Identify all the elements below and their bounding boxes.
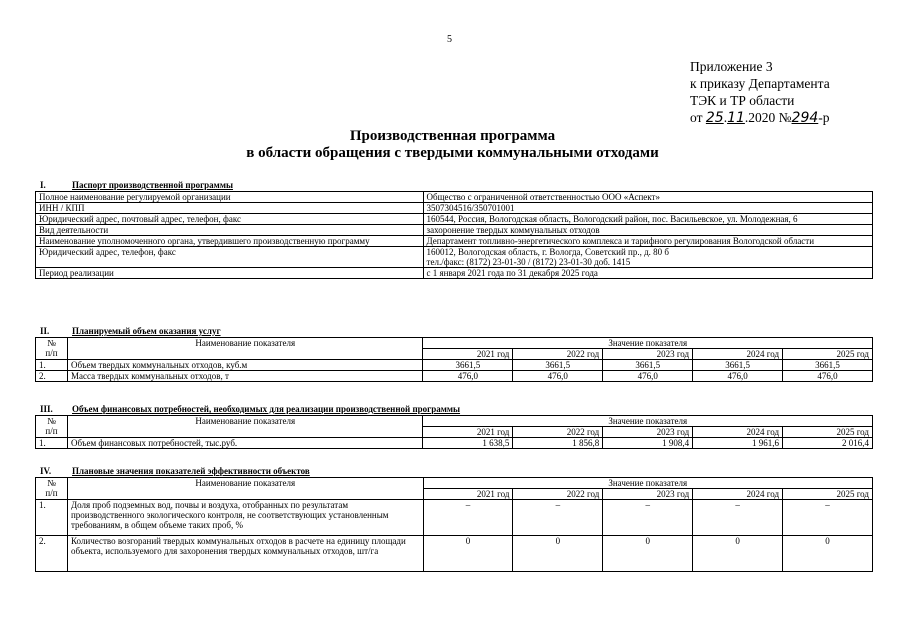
- passport-label: Юридический адрес, телефон, факс: [36, 247, 424, 268]
- passport-row: [36, 192, 873, 203]
- section-4-heading: [40, 466, 310, 476]
- row-indicator-name: Доля проб подземных вод, почвы и воздуха, отобранных по результатам производственного экологического контроля, не соответствующих установленным требованиям, в общем объеме таких проб, %: [67, 500, 423, 536]
- row-value: 0: [783, 536, 873, 572]
- annex-line-2: к приказу Департамента: [690, 76, 830, 91]
- row-value: 0: [693, 536, 783, 572]
- date-prefix: от: [690, 110, 703, 125]
- annex-date-line: [690, 109, 830, 127]
- year-header: 2022 год: [513, 349, 603, 360]
- section-4-title: Плановые значения показателей эффективности объектов: [72, 466, 310, 476]
- year-header: 2022 год: [513, 427, 603, 438]
- row-value: 3661,5: [423, 360, 513, 371]
- col-name-header: Наименование показателя: [67, 416, 423, 438]
- row-value: 0: [423, 536, 513, 572]
- section-2-number: II.: [40, 326, 50, 336]
- section-3-title: Объем финансовых потребностей, необходимых для реализации производственной программы: [72, 404, 461, 414]
- year-header: 2025 год: [783, 349, 873, 360]
- passport-row: [36, 268, 873, 279]
- passport-value: 160544, Россия, Вологодская область, Вологодский район, пос. Васильевское, ул. Молодежная, 6: [423, 214, 872, 225]
- col-value-header: Значение показателя: [423, 338, 873, 349]
- table-row: [36, 536, 873, 572]
- passport-row: [36, 214, 873, 225]
- document-title: [0, 128, 905, 162]
- row-value: 2 016,4: [783, 438, 873, 449]
- section-2-heading: [40, 326, 221, 336]
- row-value: 476,0: [513, 371, 603, 382]
- header-row: [36, 338, 873, 349]
- annex-line-1: Приложение 3: [690, 59, 773, 74]
- page-number: 5: [447, 34, 452, 45]
- section-1-heading: [40, 180, 233, 190]
- date-day: 25: [705, 110, 724, 126]
- table-row: [36, 371, 873, 382]
- passport-value: с 1 января 2021 года по 31 декабря 2025 года: [423, 268, 872, 279]
- row-number: 1.: [36, 438, 68, 449]
- header-row: [36, 416, 873, 427]
- annex-line-3: ТЭК и ТР области: [690, 93, 795, 108]
- year-header: 2024 год: [693, 349, 783, 360]
- row-value: –: [513, 500, 603, 536]
- row-value: 476,0: [693, 371, 783, 382]
- passport-label: Наименование уполномоченного органа, утвердившего производственную программу: [36, 236, 424, 247]
- passport-table: [35, 191, 873, 279]
- section-1-number: I.: [40, 180, 46, 190]
- passport-value: Общество с ограниченной ответственностью ООО «Аспект»: [423, 192, 872, 203]
- year-header: 2021 год: [423, 349, 513, 360]
- passport-row: [36, 203, 873, 214]
- row-number: 2.: [36, 536, 68, 572]
- order-number: 294: [791, 110, 819, 126]
- table-row: [36, 360, 873, 371]
- efficiency-table: [35, 477, 873, 572]
- table-row: [36, 438, 873, 449]
- row-value: –: [603, 500, 693, 536]
- row-value: 476,0: [783, 371, 873, 382]
- passport-value: 160012, Вологодская область, г. Вологда, Советский пр., д. 80 б тел./факс: (8172) 23-01-30 / (8172) 23-01-30 доб. 1415: [423, 247, 872, 268]
- year-header: 2023 год: [603, 489, 693, 500]
- col-value-header: Значение показателя: [423, 416, 873, 427]
- year-header: 2023 год: [603, 349, 693, 360]
- section-4-number: IV.: [40, 466, 52, 476]
- row-value: –: [423, 500, 513, 536]
- passport-label: Полное наименование регулируемой организации: [36, 192, 424, 203]
- year-header: 2025 год: [783, 427, 873, 438]
- section-3-heading: [40, 404, 460, 414]
- row-value: 1 961,6: [693, 438, 783, 449]
- passport-row: [36, 225, 873, 236]
- row-value: 1 908,4: [603, 438, 693, 449]
- row-value: 3661,5: [783, 360, 873, 371]
- table-row: [36, 500, 873, 536]
- order-suffix: -р: [818, 110, 830, 125]
- passport-label: ИНН / КПП: [36, 203, 424, 214]
- passport-row: [36, 247, 873, 268]
- row-value: 1 856,8: [513, 438, 603, 449]
- year-header: 2021 год: [423, 489, 513, 500]
- passport-value: Департамент топливно-энергетического комплекса и тарифного регулирования Вологодской области: [423, 236, 872, 247]
- passport-label: Вид деятельности: [36, 225, 424, 236]
- passport-label: Период реализации: [36, 268, 424, 279]
- row-indicator-name: Объем финансовых потребностей, тыс.руб.: [67, 438, 423, 449]
- row-value: –: [783, 500, 873, 536]
- section-1-title: Паспорт производственной программы: [72, 180, 233, 190]
- year-header: 2024 год: [693, 489, 783, 500]
- passport-row: [36, 236, 873, 247]
- row-indicator-name: Объем твердых коммунальных отходов, куб.м: [67, 360, 423, 371]
- date-sep: .: [723, 110, 728, 125]
- row-value: 476,0: [603, 371, 693, 382]
- col-name-header: Наименование показателя: [67, 338, 423, 360]
- passport-value: захоронение твердых коммунальных отходов: [423, 225, 872, 236]
- section-3-number: III.: [40, 404, 53, 414]
- col-number-header: № п/п: [36, 478, 68, 500]
- year-header: 2022 год: [513, 489, 603, 500]
- row-value: –: [693, 500, 783, 536]
- year-header: 2024 год: [693, 427, 783, 438]
- finance-table: [35, 415, 873, 449]
- volume-table: [35, 337, 873, 382]
- year-header: 2025 год: [783, 489, 873, 500]
- year-header: 2023 год: [603, 427, 693, 438]
- col-number-header: № п/п: [36, 416, 68, 438]
- year-header: 2021 год: [423, 427, 513, 438]
- header-row: [36, 478, 873, 489]
- date-month: 11: [727, 110, 745, 126]
- row-value: 3661,5: [603, 360, 693, 371]
- row-value: 3661,5: [513, 360, 603, 371]
- row-value: 476,0: [423, 371, 513, 382]
- row-value: 3661,5: [693, 360, 783, 371]
- row-number: 1.: [36, 360, 68, 371]
- col-value-header: Значение показателя: [423, 478, 872, 489]
- row-number: 1.: [36, 500, 68, 536]
- passport-label: Юридический адрес, почтовый адрес, телефон, факс: [36, 214, 424, 225]
- row-indicator-name: Количество возгораний твердых коммунальных отходов в расчете на единицу площади объекта, используемого для захоронения твердых коммунальных отходов, шт/га: [67, 536, 423, 572]
- title-line-1: Производственная программа: [349, 128, 556, 144]
- section-2-title: Планируемый объем оказания услуг: [72, 326, 221, 336]
- row-value: 1 638,5: [423, 438, 513, 449]
- col-number-header: № п/п: [36, 338, 68, 360]
- date-year: .2020 №: [744, 110, 792, 125]
- title-line-2: в области обращения с твердыми коммунальными отходами: [246, 145, 659, 161]
- col-name-header: Наименование показателя: [67, 478, 423, 500]
- annex-block: [690, 58, 830, 127]
- row-value: 0: [513, 536, 603, 572]
- row-value: 0: [603, 536, 693, 572]
- passport-value: 3507304516/350701001: [423, 203, 872, 214]
- row-number: 2.: [36, 371, 68, 382]
- row-indicator-name: Масса твердых коммунальных отходов, т: [67, 371, 423, 382]
